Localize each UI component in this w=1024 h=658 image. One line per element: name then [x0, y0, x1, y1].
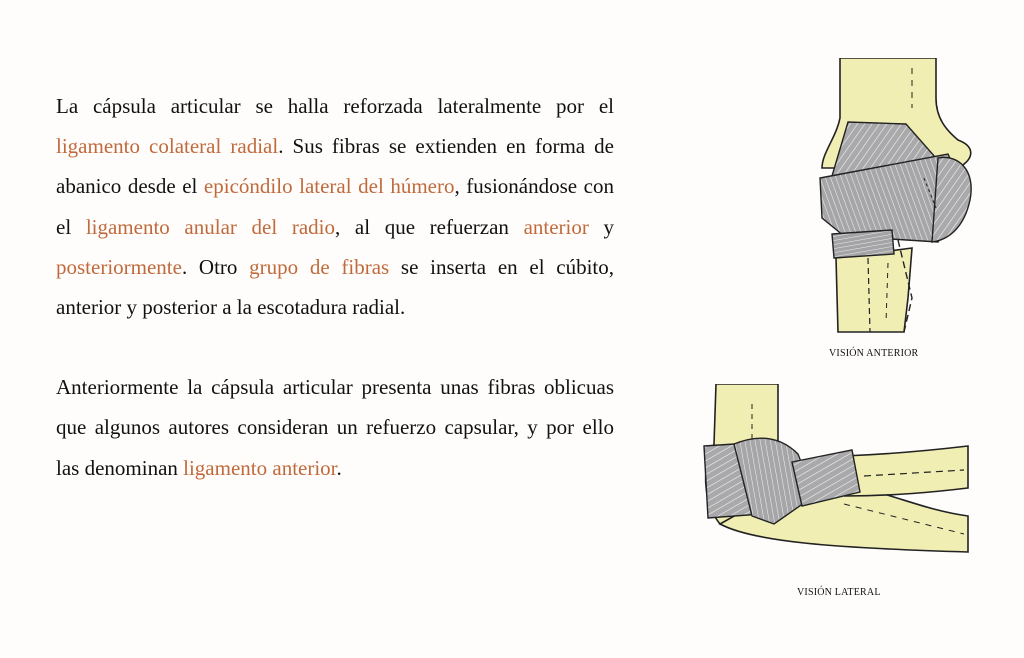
caption-vision-anterior: VISIÓN ANTERIOR	[829, 348, 919, 359]
text-segment: .	[336, 455, 342, 480]
text-segment: Anteriormente la cápsula articular presenta unas fibras oblicuas que algunos autores consideran un refuerzo capsular, y por ello las denominan	[56, 375, 614, 480]
paragraph-anterior-ligament	[56, 367, 614, 488]
text-segment: se inserta en el cúbito, anterior y posterior a la escotadura radial.	[56, 254, 614, 320]
term-ligamento-colateral-radial: ligamento colateral radial	[56, 134, 279, 159]
text-segment: La cápsula articular se halla reforzada lateralmente por el	[56, 94, 614, 118]
text-segment: y	[588, 214, 615, 239]
text-segment: . Sus fibras se extienden en forma de abanico desde el	[56, 134, 614, 199]
paragraph-lateral-capsule	[56, 86, 614, 327]
text-column	[56, 86, 614, 488]
text-segment: , al que refuerzan	[335, 214, 524, 239]
caption-vision-lateral: VISIÓN LATERAL	[797, 587, 881, 598]
elbow-lateral-illustration	[694, 384, 974, 564]
term-epicondilo-lateral: epicóndilo lateral del húmero	[203, 174, 455, 199]
term-ligamento-anterior: ligamento anterior	[183, 455, 337, 480]
term-ligamento-anular: ligamento anular del radio	[85, 214, 335, 239]
term-posteriormente: posteriormente	[56, 254, 182, 279]
text-segment: . Otro	[181, 254, 250, 279]
elbow-anterior-illustration	[808, 58, 984, 338]
term-grupo-de-fibras: grupo de fibras	[249, 254, 390, 279]
text-segment: , fusionándose con el	[56, 174, 614, 239]
term-anterior: anterior	[523, 214, 589, 239]
